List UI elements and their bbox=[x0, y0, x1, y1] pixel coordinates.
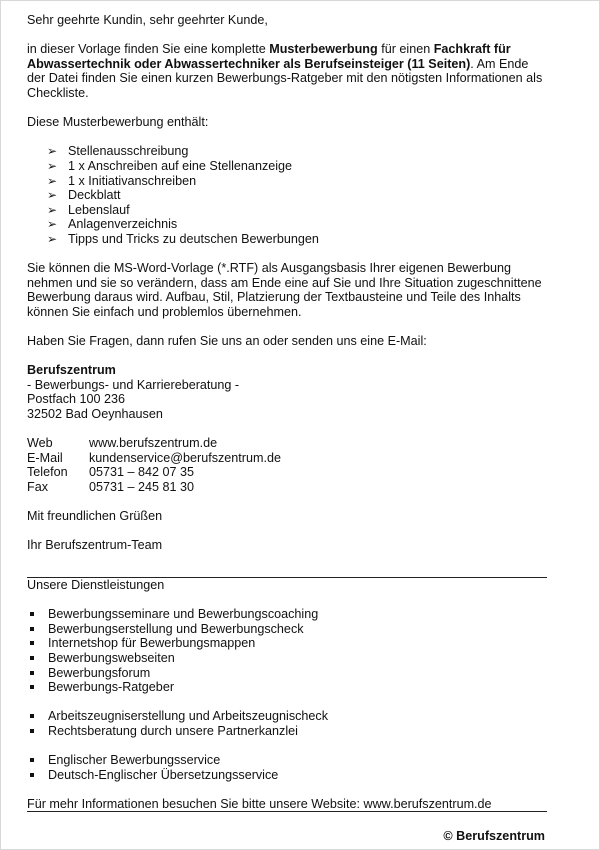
services-list-2 bbox=[27, 709, 547, 738]
list-item: Bewerbungserstellung und Bewerbungscheck bbox=[28, 622, 547, 637]
arrow-bullet-icon: ➢ bbox=[47, 202, 58, 217]
list-item: ➢ Anlagenverzeichnis bbox=[47, 217, 178, 232]
contact-row-phone: Telefon 05731 – 842 07 35 bbox=[27, 465, 195, 480]
square-bullet-icon bbox=[30, 758, 34, 762]
square-bullet-icon bbox=[30, 671, 34, 675]
arrow-bullet-icon: ➢ bbox=[47, 188, 58, 203]
intro-bold-job: Fachkraft für Abwassertechnik oder Abwassertechniker als Berufseinsteiger (11 Seiten) bbox=[27, 42, 511, 71]
company-postbox: Postfach 100 236 bbox=[27, 392, 126, 407]
company-city: 32502 Bad Oeynhausen bbox=[27, 407, 163, 422]
arrow-bullet-icon: ➢ bbox=[47, 231, 58, 246]
list-item: ➢ 1 x Initiativanschreiben bbox=[47, 173, 197, 188]
list-item: ➢ Deckblatt bbox=[47, 188, 121, 203]
intro-bold-product: Musterbewerbung bbox=[269, 42, 378, 57]
list-item: Bewerbungs-Ratgeber bbox=[28, 680, 547, 695]
square-bullet-icon bbox=[30, 612, 34, 616]
copyright-notice: © Berufszentrum bbox=[443, 829, 545, 843]
square-bullet-icon bbox=[30, 685, 34, 689]
divider bbox=[27, 811, 547, 812]
square-bullet-icon bbox=[30, 656, 34, 660]
contact-row-web: Web www.berufszentrum.de bbox=[27, 436, 218, 451]
list-item: ➢ 1 x Anschreiben auf eine Stellenanzeige bbox=[47, 158, 293, 173]
square-bullet-icon bbox=[30, 773, 34, 777]
letter-body bbox=[27, 13, 547, 812]
arrow-bullet-icon: ➢ bbox=[47, 217, 58, 232]
list-item: ➢ Lebenslauf bbox=[47, 202, 130, 217]
services-list-1 bbox=[27, 607, 547, 695]
services-heading: Unsere Dienstleistungen bbox=[27, 577, 165, 592]
list-item: Rechtsberatung durch unsere Partnerkanzlei bbox=[28, 724, 547, 739]
services-list-3 bbox=[27, 753, 547, 782]
usage-paragraph: Sie können die MS-Word-Vorlage (*.RTF) als Ausgangsbasis Ihrer eigenen Bewerbung nehmen und sie so verändern, dass am Ende eine auf Sie und Ihre Situation zugeschnittene Bewerbung daraus wird. Aufbau, Stil, Platzierung der Textbausteine und Teile des Inhalts können Sie einfach und problemlos übernehmen. bbox=[27, 261, 542, 319]
square-bullet-icon bbox=[30, 714, 34, 718]
contact-table bbox=[27, 436, 547, 494]
contact-row-fax: Fax 05731 – 245 81 30 bbox=[27, 480, 195, 494]
arrow-bullet-icon: ➢ bbox=[47, 173, 58, 188]
arrow-bullet-icon: ➢ bbox=[47, 158, 58, 173]
list-item: ➢ Tipps und Tricks zu deutschen Bewerbungen bbox=[47, 231, 319, 246]
list-item: Englischer Bewerbungsservice bbox=[28, 753, 547, 768]
company-name: Berufszentrum bbox=[27, 363, 116, 378]
list-item: Arbeitszeugniserstellung und Arbeitszeugnischeck bbox=[28, 709, 547, 724]
email-link[interactable]: kundenservice@berufszentrum.de bbox=[89, 450, 281, 465]
square-bullet-icon bbox=[30, 627, 34, 631]
salutation: Sehr geehrte Kundin, sehr geehrter Kunde, bbox=[27, 13, 268, 27]
web-link[interactable]: www.berufszentrum.de bbox=[89, 436, 218, 451]
list-item: ➢ Stellenausschreibung bbox=[47, 144, 189, 159]
contents-list bbox=[27, 144, 547, 246]
company-tagline: - Bewerbungs- und Karriereberatung - bbox=[27, 377, 240, 392]
contents-heading: Diese Musterbewerbung enthält: bbox=[27, 115, 209, 130]
list-item: Internetshop für Bewerbungsmappen bbox=[28, 636, 547, 651]
list-item: Bewerbungswebseiten bbox=[28, 651, 547, 666]
signature: Ihr Berufszentrum-Team bbox=[27, 538, 163, 553]
square-bullet-icon bbox=[30, 641, 34, 645]
list-item: Bewerbungsseminare und Bewerbungscoaching bbox=[28, 607, 547, 622]
contact-row-email: E-Mail kundenservice@berufszentrum.de bbox=[27, 450, 281, 465]
questions-line: Haben Sie Fragen, dann rufen Sie uns an oder senden uns eine E-Mail: bbox=[27, 334, 427, 349]
arrow-bullet-icon: ➢ bbox=[47, 144, 58, 159]
list-item: Deutsch-Englischer Übersetzungsservice bbox=[28, 768, 547, 783]
closing: Mit freundlichen Grüßen bbox=[27, 509, 163, 524]
list-item: Bewerbungsforum bbox=[28, 666, 547, 681]
more-info-line: Für mehr Informationen besuchen Sie bitte unsere Website: www.berufszentrum.de bbox=[27, 796, 492, 811]
square-bullet-icon bbox=[30, 729, 34, 733]
intro-paragraph: in dieser Vorlage finden Sie eine komplette Musterbewerbung für einen Fachkraft für Abwassertechnik oder Abwassertechniker als Berufseinsteiger (11 Seiten). Am Ende der Datei finden Sie einen kurzen Bewerbungs-Ratgeber mit den nötigsten Informationen als Checkliste. bbox=[27, 42, 543, 100]
